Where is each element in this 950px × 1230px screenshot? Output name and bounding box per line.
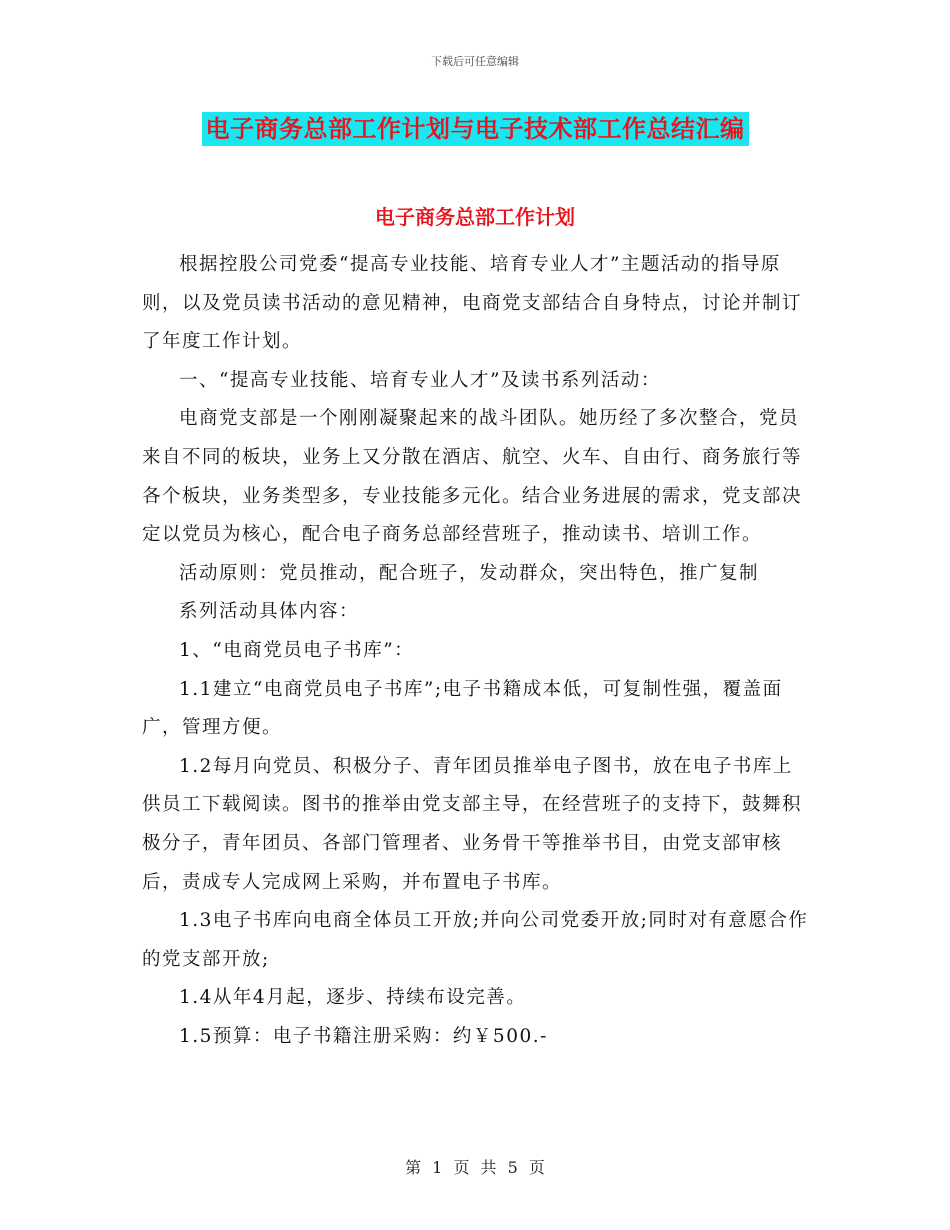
- main-title: 电子商务总部工作计划与电子技术部工作总结汇编: [202, 112, 749, 146]
- page-footer: 第 1 页 共 5 页: [405, 1158, 545, 1177]
- header-note: 下载后可任意编辑: [431, 55, 519, 68]
- paragraph: 电商党支部是一个刚刚凝聚起来的战斗团队。她历经了多次整合，党员来自不同的板块，业务上又分散在酒店、航空、火车、自由行、商务旅行等各个板块，业务类型多，专业技能多元化。结合业务进展的需求，党支部决定以党员为核心，配合电子商务总部经营班子，推动读书、培训工作。: [142, 408, 803, 546]
- paragraph: 根据控股公司党委“提高专业技能、培育专业人才”主题活动的指导原则，以及党员读书活动的意见精神，电商党支部结合自身特点，讨论并制订了年度工作计划。: [142, 254, 803, 353]
- paragraph: 1.2每月向党员、积极分子、青年团员推举电子图书，放在电子书库上供员工下载阅读。图书的推举由党支部主导，在经营班子的支持下，鼓舞积极分子，青年团员、各部门管理者、业务骨干等推举书目，由党支部审核后，责成专人完成网上采购，并布置电子书库。: [142, 755, 803, 893]
- paragraph: 1.1建立“电商党员电子书库”;电子书籍成本低，可复制性强，覆盖面广，管理方便。: [142, 678, 783, 739]
- paragraph: 系列活动具体内容：: [179, 601, 360, 623]
- main-title-wrap: [0, 112, 950, 146]
- paragraph: 1.4从年4月起，逐步、持续布设完善。: [179, 987, 527, 1009]
- paragraph: 1、“电商党员电子书库”：: [179, 639, 415, 661]
- paragraph: 一、“提高专业技能、培育专业人才”及读书系列活动：: [179, 369, 661, 391]
- paragraph: 1.5预算：电子书籍注册采购：约￥500.-: [179, 1025, 548, 1047]
- paragraph: 1.3电子书库向电商全体员工开放;并向公司党委开放;同时对有意愿合作的党支部开放;: [142, 910, 809, 970]
- paragraph: 活动原则：党员推动，配合班子，发动群众，突出特色，推广复制: [179, 562, 760, 584]
- document-body: [142, 246, 812, 1056]
- section-title: 电子商务总部工作计划: [375, 205, 575, 229]
